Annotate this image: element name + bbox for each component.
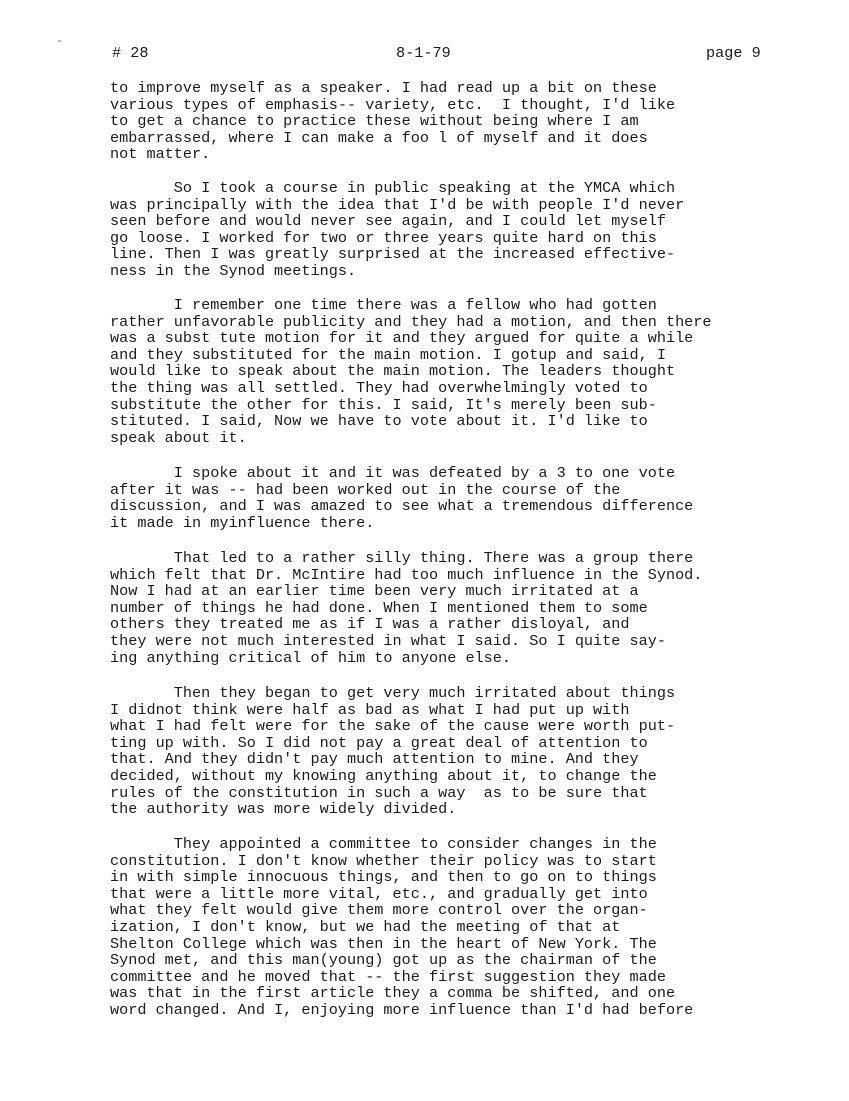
- page-number: page 9: [706, 44, 761, 62]
- paragraph-3: I remember one time there was a fellow who had gotten rather unfavorable publicity and they had a motion, and then there was a subst tute motion for it and they argued for quite a while and they substituted for the main motion. I gotup and said, I would like to speak about the main motion. The leaders thought the thing was all settled. They had overwhelmingly voted to substitute the other for this. I said, It's merely been sub- stituted. I said, Now we have to vote about it. I'd like to speak about it.: [110, 296, 712, 447]
- paragraph-7: They appointed a committee to consider changes in the constitution. I don't know whether their policy was to start in with simple innocuous things, and then to go on to things that were a little more vital, etc., and gradually get into what they felt would give them more control over the organ- ization, I don't know, but we had the meeting of that at Shelton College which was then in the heart of New York. The Synod met, and this man(young) got up as the chairman of the committee and he moved that -- the first suggestion they made was that in the first article they a comma be shifted, and one word changed. And I, enjoying more influence than I'd had before: [110, 835, 694, 1019]
- document-number: # 28: [112, 44, 149, 62]
- paragraph-2: So I took a course in public speaking at the YMCA which was principally with the idea that I'd be with people I'd never seen before and would never see again, and I could let myself go loose. I worked for two or three years quite hard on this line. Then I was greatly surprised at the increased effective- ness in the Synod meetings.: [110, 179, 685, 280]
- paragraph-6: Then they began to get very much irritated about things I didnot think were half as bad as what I had put up with what I had felt were for the sake of the cause were worth put- ting up with. So I did not pay a great deal of attention to that. And they didn't pay much attention to mine. And they decided, without my knowing anything about it, to change the rules of the constitution in such a way as to be sure that the authority was more widely divided.: [110, 684, 676, 819]
- paragraph-5: That led to a rather silly thing. There was a group there which felt that Dr. McIntire had too much influence in the Synod. Now I had at an earlier time been very much irritated at a number of things he had done. When I mentioned them to some others they treated me as if I was a rather disloyal, and they were not much interested in what I said. So I quite say- ing anything critical of him to anyone else.: [110, 549, 703, 667]
- document-date: 8-1-79: [396, 44, 451, 62]
- paragraph-4: I spoke about it and it was defeated by a 3 to one vote after it was -- had been worked out in the course of the discussion, and I was amazed to see what a tremendous difference it made in myinfluence there.: [110, 464, 694, 532]
- scan-speck: [58, 40, 61, 42]
- paragraph-1: to improve myself as a speaker. I had read up a bit on these various types of emphasis-- variety, etc. I thought, I'd like to get a chance to practice these without being where I am embarrassed, where I can make a foo l of myself and it does not matter.: [110, 79, 676, 164]
